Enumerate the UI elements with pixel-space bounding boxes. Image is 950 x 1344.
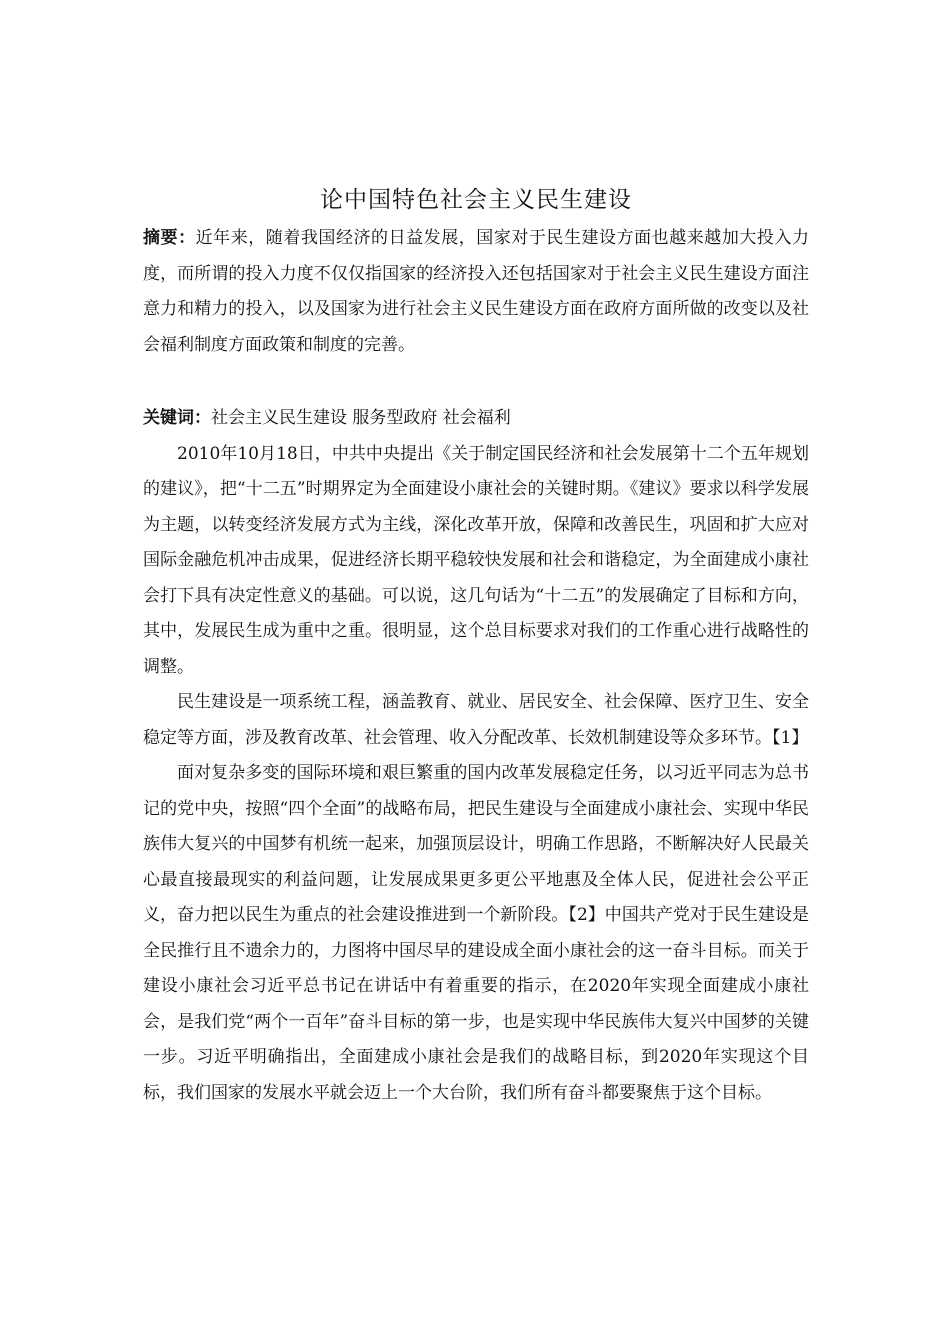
keywords-label: 关键词：	[143, 408, 211, 428]
abstract-label: 摘要：	[143, 228, 196, 248]
document-body	[143, 180, 809, 1111]
abstract-text: 近年来，随着我国经济的日益发展，国家对于民生建设方面也越来越加大投入力度，而所谓的投入力度不仅仅指国家的经济投入还包括国家对于社会主义民生建设方面注意力和精力的投入，以及国家为进行社会主义民生建设方面在政府方面所做的改变以及社会福利制度方面政策和制度的完善。	[143, 228, 810, 355]
keywords-text: 社会主义民生建设 服务型政府 社会福利	[211, 408, 511, 428]
keywords-paragraph	[143, 401, 809, 437]
abstract-paragraph	[143, 221, 809, 363]
body-paragraph-1: 2010年10月18日，中共中央提出《关于制定国民经济和社会发展第十二个五年规划的建议》，把“十二五”时期界定为全面建设小康社会的关键时期。《建议》要求以科学发展为主题，以转变经济发展方式为主线，深化改革开放，保障和改善民生，巩固和扩大应对国际金融危机冲击成果，促进经济长期平稳较快发展和社会和谐稳定，为全面建成小康社会打下具有决定性意义的基础。可以说，这几句话为“十二五”的发展确定了目标和方向，其中，发展民生成为重中之重。很明显，这个总目标要求对我们的工作重心进行战略性的调整。	[143, 443, 809, 677]
body-paragraph-2: 民生建设是一项系统工程，涵盖教育、就业、居民安全、社会保障、医疗卫生、安全稳定等方面，涉及教育改革、社会管理、收入分配改革、长效机制建设等众多环节。【1】	[143, 692, 809, 748]
document-title: 论中国特色社会主义民生建设	[320, 187, 632, 213]
body-paragraph-3: 面对复杂多变的国际环境和艰巨繁重的国内改革发展稳定任务，以习近平同志为总书记的党中央，按照“四个全面”的战略布局，把民生建设与全面建成小康社会、实现中华民族伟大复兴的中国梦有机统一起来，加强顶层设计，明确工作思路，不断解决好人民最关心最直接最现实的利益问题，让发展成果更多更公平地惠及全体人民，促进社会公平正义，奋力把以民生为重点的社会建设推进到一个新阶段。【2】中国共产党对于民生建设是全民推行且不遗余力的，力图将中国尽早的建设成全面小康社会的这一奋斗目标。而关于建设小康社会习近平总书记在讲话中有着重要的指示，在2020年实现全面建成小康社会，是我们党“两个一百年”奋斗目标的第一步，也是实现中华民族伟大复兴中国梦的关键一步。习近平明确指出，全面建成小康社会是我们的战略目标，到2020年实现这个目标，我们国家的发展水平就会迈上一个大台阶，我们所有奋斗都要聚焦于这个目标。	[143, 763, 809, 1103]
